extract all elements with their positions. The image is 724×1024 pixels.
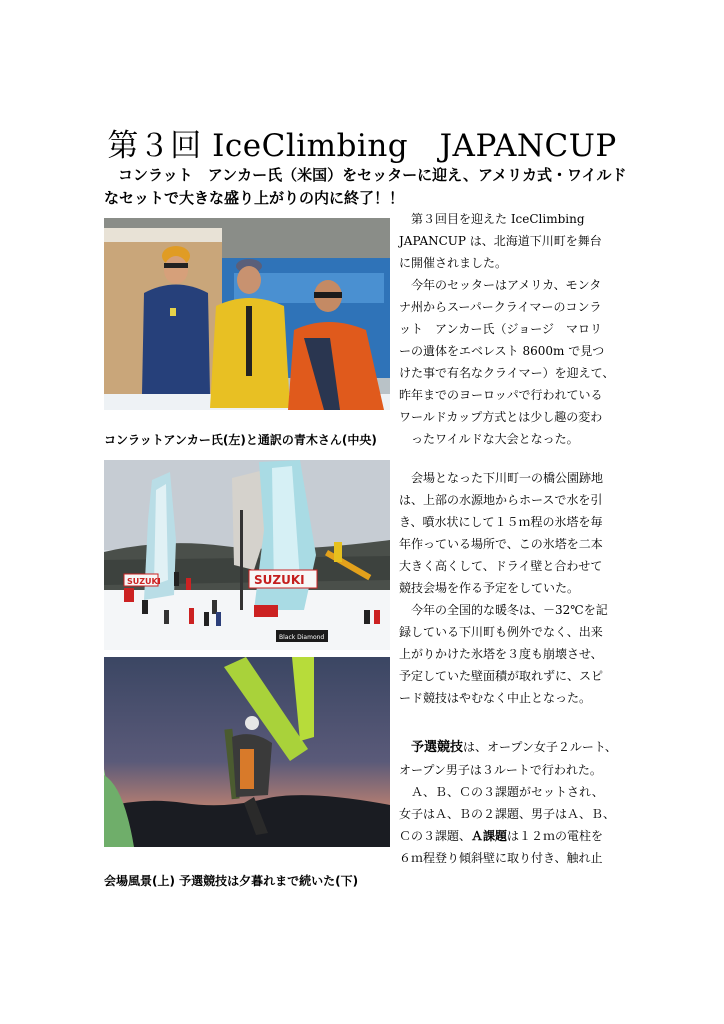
body-line: オープン男子は３ルートで行われた。 (399, 763, 602, 777)
body-line: けた事で有名なクライマー）を迎えて、 (399, 366, 615, 380)
body-line: ナ州からスーパークライマーのコンラ (399, 300, 602, 314)
body-line: 競技会場を作る予定をしていた。 (399, 581, 580, 595)
page-title: 第３回 IceClimbing JAPANCUP (107, 128, 617, 164)
body-line: ーの遺体をエベレスト 8600m で見つ (399, 344, 605, 358)
body-line: 女子はＡ、Ｂの２課題、男子はＡ、Ｂ、 (399, 807, 616, 821)
body-line: は、上部の水源地からホースで水を引 (399, 493, 603, 507)
body-line: 今年のセッターはアメリカ、モンタ (411, 278, 602, 292)
body-line: 第３回目を迎えた IceClimbing (411, 212, 585, 226)
body-column-2 (399, 467, 639, 709)
body-line: 録している下川町も例外でなく、出来 (399, 625, 603, 639)
body-line: ワールドカップ方式とは少し趣の変わ (399, 410, 603, 424)
body-text: は、オープン女子２ルート、 (463, 740, 617, 754)
photo-setters-image (104, 218, 390, 410)
body-line: ったワイルドな大会となった。 (411, 432, 579, 446)
body-line: ード競技はやむなく中止となった。 (399, 691, 592, 705)
caption-setters: コンラットアンカー氏(左)と通訳の青木さん(中央) (104, 433, 377, 447)
banner-small-suzuki: SUZUKI (127, 577, 161, 586)
body-line: き、噴水状にして１５ｍ程の氷塔を毎 (399, 515, 603, 529)
photo-climber-dusk-image (104, 657, 390, 847)
body-line: 会場となった下川町一の橋公園跡地 (411, 471, 604, 485)
body-line: 予定していた壁面積が取れずに、スピ (399, 669, 604, 683)
body-line: ット アンカー氏（ジョージ マロリ (399, 322, 603, 336)
subtitle-line-2: なセットで大きな盛り上がりの内に終了！！ (104, 189, 405, 207)
subtitle-line-1: コンラット アンカー氏（米国）をセッターに迎え、アメリカ式・ワイルド (118, 166, 627, 184)
body-line: 年作っている場所で、この氷塔を二本 (399, 537, 603, 551)
body-text: は１２ｍの電柱を (507, 829, 604, 843)
body-line: 上がりかけた氷塔を３度も崩壊させ、 (399, 647, 603, 661)
body-line: Ａ、Ｂ、Ｃの３課題がセットされ、 (411, 785, 604, 799)
body-line: 今年の全国的な暖冬は、－32℃を記 (411, 603, 608, 617)
body-column-3 (399, 736, 639, 869)
photo-venue-image (104, 460, 390, 650)
banner-suzuki: SUZUKI (254, 573, 305, 587)
body-line: 昨年までのヨーロッパで行われている (399, 388, 603, 402)
subtitle (104, 164, 634, 210)
body-line: ６ｍ程登り傾斜壁に取り付き、触れ止 (399, 851, 603, 865)
photo-setters (104, 218, 390, 410)
photo-climber-dusk (104, 657, 390, 847)
banner-black-diamond: Black Diamond (279, 634, 325, 641)
body-line: に開催されました。 (399, 256, 508, 270)
body-text: Ｃの３課題、 (399, 829, 472, 843)
qualifier-heading: 予選競技 (411, 740, 464, 755)
body-column-1 (399, 208, 639, 450)
body-line (399, 825, 639, 847)
body-line: JAPANCUP は、北海道下川町を舞台 (399, 234, 602, 248)
body-line (399, 736, 639, 759)
problem-a-label: Ａ課題 (471, 829, 508, 843)
caption-venue-and-qualifiers: 会場風景(上) 予選競技は夕暮れまで続いた(下) (104, 874, 359, 888)
body-line: 大きく高くして、ドライ壁と合わせて (399, 559, 603, 573)
photo-venue (104, 460, 390, 650)
